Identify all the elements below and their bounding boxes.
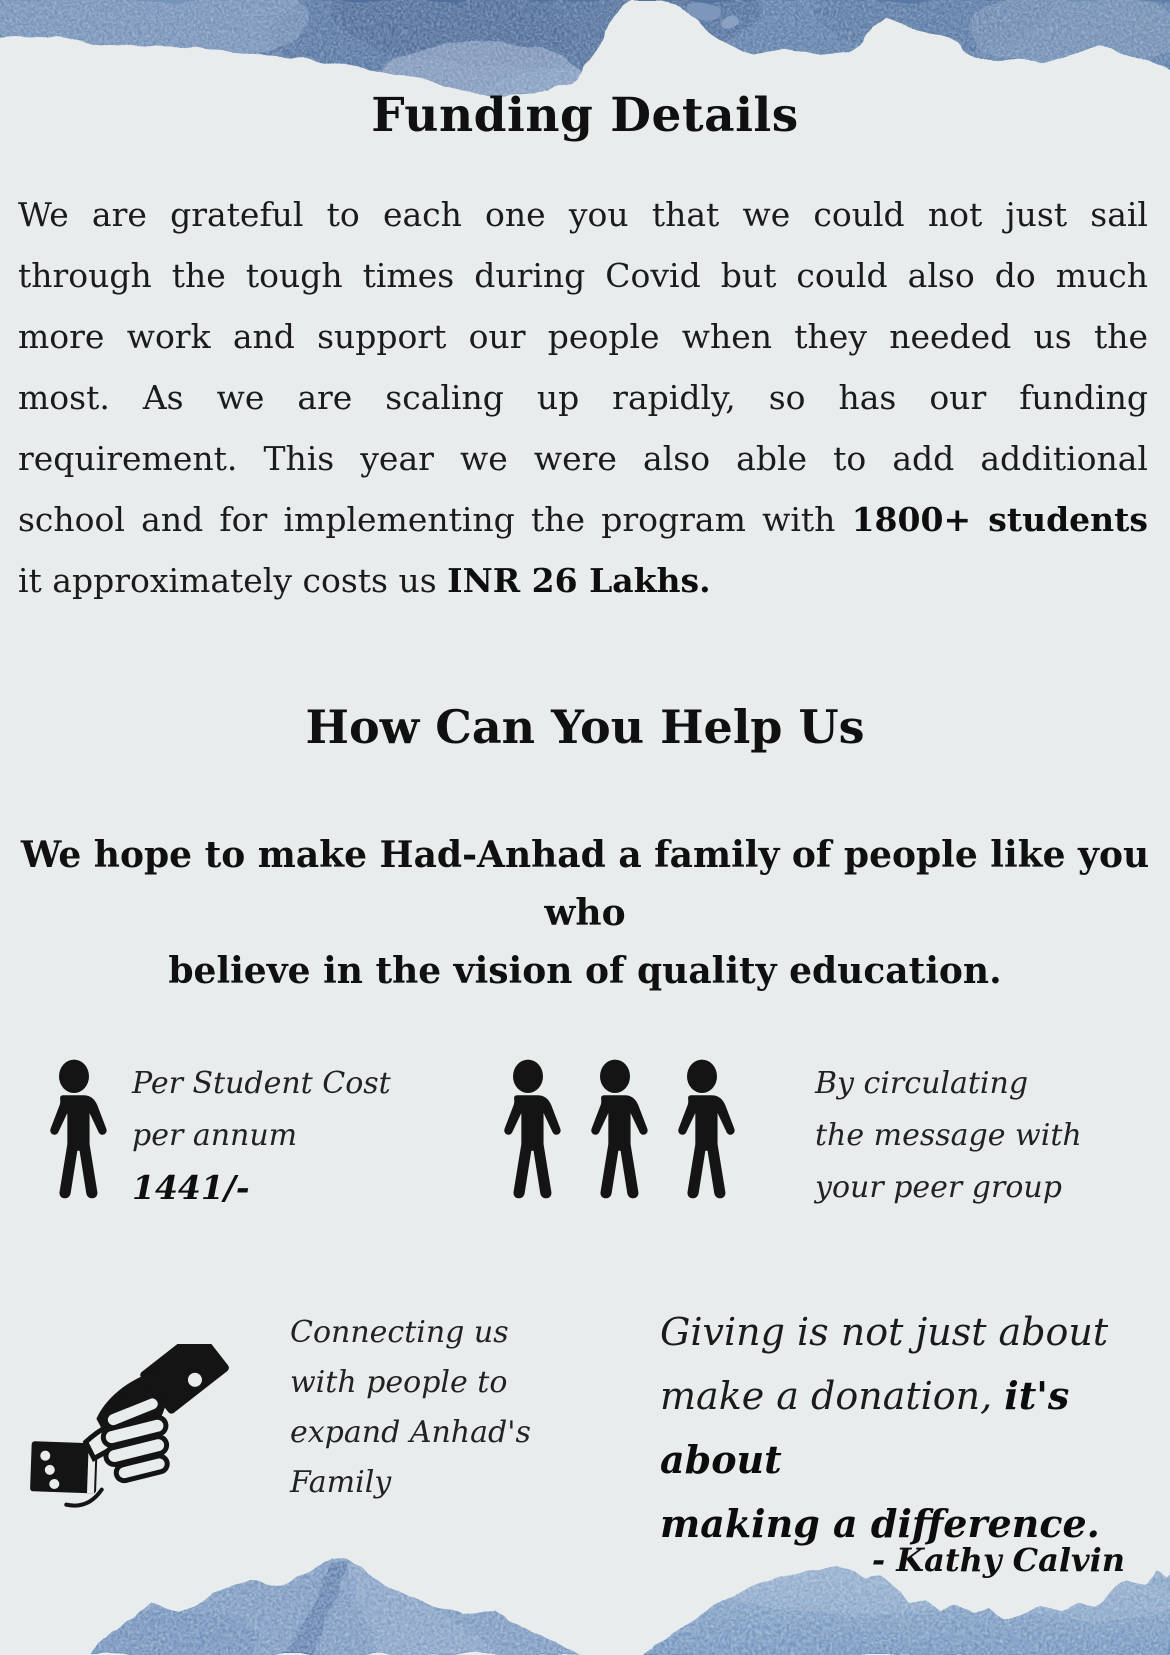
caption-line: Per Student Cost (132, 1066, 391, 1101)
quote-attribution: - Kathy Calvin (871, 1541, 1125, 1579)
quote-line: Giving is not just about (660, 1310, 1109, 1354)
caption-line: the message with (815, 1118, 1082, 1153)
page-title: Funding Details (371, 88, 799, 143)
caption-line: your peer group (815, 1170, 1062, 1205)
three-persons-icon (488, 1057, 742, 1209)
funding-amount: INR 26 Lakhs. (447, 561, 711, 600)
watercolor-footer (0, 1440, 1170, 1655)
help-heading: How Can You Help Us (305, 700, 865, 754)
help-subheading-line: believe in the vision of quality education. (168, 950, 1002, 992)
caption-line: with people to (290, 1365, 508, 1400)
caption-line: By circulating (815, 1066, 1029, 1101)
intro-paragraph (18, 184, 1148, 611)
help-subheading (0, 826, 1170, 1000)
caption-line: per annum (132, 1118, 298, 1153)
intro-line: We are grateful to each one you that we could not just sail (18, 195, 1148, 234)
intro-line: more work and support our people when they needed us the (18, 317, 1148, 356)
quote-line: making a difference. (660, 1501, 1100, 1546)
person-icon (34, 1057, 114, 1209)
caption-line: expand Anhad's (290, 1415, 531, 1450)
intro-line: requirement. This year we were also able to add additional (18, 439, 1148, 478)
per-student-caption (132, 1058, 391, 1214)
students-count: 1800+ students (851, 500, 1148, 539)
person-icon (488, 1057, 568, 1209)
help-subheading-line: We hope to make Had-Anhad a family of people like you who (20, 834, 1150, 934)
intro-line: school and for implementing the program with 1800+ students (18, 500, 1148, 539)
intro-line: most. As we are scaling up rapidly, so has our funding (18, 378, 1148, 417)
per-student-amount: 1441/- (132, 1168, 250, 1207)
circulate-caption (815, 1058, 1082, 1214)
intro-line: through the tough times during Covid but could also do much (18, 256, 1148, 295)
quote-line: make a donation, it's about (660, 1373, 1070, 1482)
caption-line: Family (290, 1465, 392, 1500)
person-icon (662, 1057, 742, 1209)
caption-line: Connecting us (290, 1315, 509, 1350)
intro-line: it approximately costs us INR 26 Lakhs. (18, 561, 711, 600)
person-icon (575, 1057, 655, 1209)
